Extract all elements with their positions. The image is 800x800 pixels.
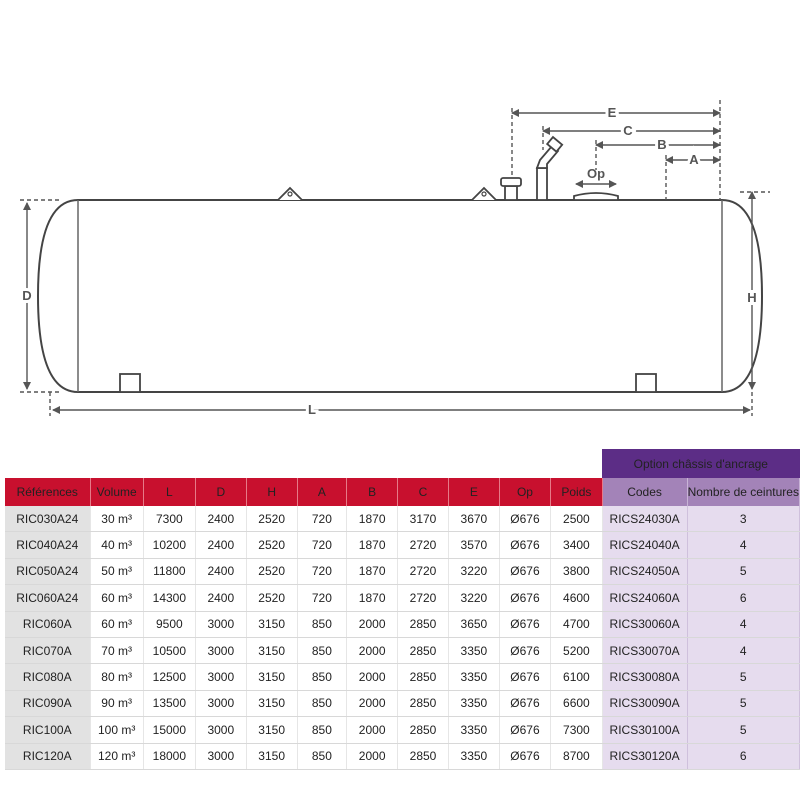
header-e: E — [448, 478, 499, 506]
cell-h: 3150 — [246, 637, 297, 663]
lifting-lug-left — [278, 188, 302, 200]
cell-op: Ø676 — [499, 585, 550, 611]
label-b: B — [657, 137, 667, 152]
cell-reference: RIC080A — [5, 664, 90, 690]
cell-poids: 3800 — [551, 558, 602, 584]
cell-d: 3000 — [195, 611, 246, 637]
header-h: H — [246, 478, 297, 506]
cell-d: 3000 — [195, 637, 246, 663]
cell-d: 2400 — [195, 558, 246, 584]
cell-h: 2520 — [246, 532, 297, 558]
cell-b: 2000 — [347, 611, 398, 637]
label-l: L — [308, 402, 316, 417]
cell-reference: RIC060A24 — [5, 585, 90, 611]
cell-h: 3150 — [246, 690, 297, 716]
cell-e: 3350 — [448, 664, 499, 690]
cell-c: 2850 — [398, 637, 449, 663]
cell-ceintures: 3 — [687, 506, 799, 532]
cell-b: 1870 — [347, 585, 398, 611]
cell-ceintures: 6 — [687, 743, 799, 769]
cell-e: 3220 — [448, 585, 499, 611]
cell-h: 3150 — [246, 717, 297, 743]
option-title: Option châssis d'ancrage — [602, 449, 799, 478]
volume-unit: m³ — [118, 590, 132, 605]
cell-c: 2850 — [398, 743, 449, 769]
cell-poids: 2500 — [551, 506, 602, 532]
cell-h: 3150 — [246, 611, 297, 637]
cell-a: 850 — [297, 690, 347, 716]
volume-value: 40 — [101, 538, 115, 553]
table-row — [5, 558, 800, 584]
table-row — [5, 717, 800, 743]
table-row — [5, 664, 800, 690]
volume-value: 120 — [97, 749, 118, 764]
cell-h: 3150 — [246, 743, 297, 769]
volume-unit: m³ — [118, 670, 132, 685]
volume-unit: m³ — [118, 617, 132, 632]
cell-code: RICS30120A — [602, 743, 687, 769]
cell-e: 3220 — [448, 558, 499, 584]
cell-volume — [90, 637, 143, 663]
header-poids: Poids — [551, 478, 602, 506]
label-e: E — [607, 105, 617, 120]
volume-value: 50 — [101, 564, 115, 579]
cell-reference: RIC040A24 — [5, 532, 90, 558]
cell-op: Ø676 — [499, 611, 550, 637]
volume-value: 30 — [101, 511, 115, 526]
cell-b: 1870 — [347, 558, 398, 584]
cell-a: 850 — [297, 637, 347, 663]
cell-ceintures: 5 — [687, 664, 799, 690]
cell-code: RICS30060A — [602, 611, 687, 637]
cell-poids: 4600 — [551, 585, 602, 611]
cell-d: 3000 — [195, 664, 246, 690]
cell-l: 9500 — [143, 611, 195, 637]
cell-op: Ø676 — [499, 558, 550, 584]
cell-e: 3670 — [448, 506, 499, 532]
cell-code: RICS30100A — [602, 717, 687, 743]
cell-code: RICS30070A — [602, 637, 687, 663]
cell-a: 720 — [297, 558, 347, 584]
volume-value: 60 — [101, 590, 115, 605]
cell-c: 2720 — [398, 532, 449, 558]
cell-d: 3000 — [195, 690, 246, 716]
cell-volume — [90, 717, 143, 743]
header-op: Op — [499, 478, 550, 506]
cell-b: 1870 — [347, 532, 398, 558]
cell-ceintures: 5 — [687, 558, 799, 584]
table-row — [5, 585, 800, 611]
cell-poids: 8700 — [551, 743, 602, 769]
header-l: L — [143, 478, 195, 506]
cell-e: 3650 — [448, 611, 499, 637]
cell-poids: 7300 — [551, 717, 602, 743]
cell-op: Ø676 — [499, 690, 550, 716]
cell-op: Ø676 — [499, 506, 550, 532]
cell-e: 3570 — [448, 532, 499, 558]
volume-unit: m³ — [118, 538, 132, 553]
cell-op: Ø676 — [499, 637, 550, 663]
cell-reference: RIC050A24 — [5, 558, 90, 584]
cell-e: 3350 — [448, 743, 499, 769]
cell-a: 850 — [297, 664, 347, 690]
cell-ceintures: 6 — [687, 585, 799, 611]
cell-c: 3170 — [398, 506, 449, 532]
cell-b: 2000 — [347, 637, 398, 663]
volume-value: 100 — [97, 722, 118, 737]
volume-unit: m³ — [118, 696, 132, 711]
cell-h: 2520 — [246, 558, 297, 584]
cell-code: RICS24030A — [602, 506, 687, 532]
lifting-lug-right — [472, 188, 496, 200]
cell-l: 7300 — [143, 506, 195, 532]
volume-unit: m³ — [118, 511, 132, 526]
cell-ceintures: 4 — [687, 532, 799, 558]
cell-reference: RIC030A24 — [5, 506, 90, 532]
cell-h: 2520 — [246, 506, 297, 532]
cell-c: 2850 — [398, 717, 449, 743]
cell-poids: 6600 — [551, 690, 602, 716]
label-c: C — [623, 123, 633, 138]
cell-op: Ø676 — [499, 532, 550, 558]
header-ceintures: Nombre de ceintures — [687, 478, 799, 506]
header-d: D — [195, 478, 246, 506]
cell-a: 720 — [297, 506, 347, 532]
cell-volume — [90, 585, 143, 611]
header-a: A — [297, 478, 347, 506]
cell-a: 850 — [297, 717, 347, 743]
cell-op: Ø676 — [499, 664, 550, 690]
table-row — [5, 743, 800, 769]
cell-volume — [90, 532, 143, 558]
cell-reference: RIC070A — [5, 637, 90, 663]
label-a: A — [689, 152, 699, 167]
cell-reference: RIC090A — [5, 690, 90, 716]
header-volume: Volume — [90, 478, 143, 506]
cell-c: 2720 — [398, 585, 449, 611]
option-title-row — [5, 449, 800, 478]
volume-value: 60 — [101, 617, 115, 632]
table-row — [5, 611, 800, 637]
cell-a: 720 — [297, 585, 347, 611]
cell-c: 2850 — [398, 611, 449, 637]
cell-b: 1870 — [347, 506, 398, 532]
cell-volume — [90, 690, 143, 716]
cell-code: RICS30090A — [602, 690, 687, 716]
base-support-left — [120, 374, 140, 392]
volume-value: 90 — [101, 696, 115, 711]
cell-e: 3350 — [448, 690, 499, 716]
cell-b: 2000 — [347, 743, 398, 769]
cell-l: 10500 — [143, 637, 195, 663]
cell-code: RICS24040A — [602, 532, 687, 558]
cell-e: 3350 — [448, 717, 499, 743]
cell-d: 2400 — [195, 585, 246, 611]
cell-poids: 4700 — [551, 611, 602, 637]
cell-a: 850 — [297, 743, 347, 769]
cell-ceintures: 4 — [687, 611, 799, 637]
cell-reference: RIC120A — [5, 743, 90, 769]
cell-reference: RIC060A — [5, 611, 90, 637]
cell-ceintures: 5 — [687, 690, 799, 716]
cell-l: 15000 — [143, 717, 195, 743]
cell-code: RICS30080A — [602, 664, 687, 690]
vent-pipe — [501, 178, 521, 200]
cell-volume — [90, 558, 143, 584]
volume-unit: m³ — [121, 749, 136, 764]
cell-poids: 6100 — [551, 664, 602, 690]
label-op: Op — [586, 166, 606, 181]
cell-b: 2000 — [347, 717, 398, 743]
table-row — [5, 690, 800, 716]
tank-body — [38, 200, 762, 392]
specification-table — [5, 449, 800, 770]
cell-d: 2400 — [195, 532, 246, 558]
cell-l: 10200 — [143, 532, 195, 558]
volume-unit: m³ — [121, 722, 136, 737]
header-codes: Codes — [602, 478, 687, 506]
cell-h: 2520 — [246, 585, 297, 611]
cell-volume — [90, 506, 143, 532]
cell-a: 720 — [297, 532, 347, 558]
cell-c: 2850 — [398, 664, 449, 690]
cell-poids: 5200 — [551, 637, 602, 663]
cell-d: 2400 — [195, 506, 246, 532]
cell-d: 3000 — [195, 717, 246, 743]
cell-c: 2850 — [398, 690, 449, 716]
header-b: B — [347, 478, 398, 506]
volume-unit: m³ — [118, 643, 132, 658]
volume-unit: m³ — [118, 564, 132, 579]
table-row — [5, 532, 800, 558]
cell-volume — [90, 743, 143, 769]
cell-e: 3350 — [448, 637, 499, 663]
fill-pipe — [537, 137, 562, 200]
cell-b: 2000 — [347, 664, 398, 690]
cell-c: 2720 — [398, 558, 449, 584]
cell-code: RICS24060A — [602, 585, 687, 611]
header-c: C — [398, 478, 449, 506]
label-d: D — [22, 288, 32, 303]
base-support-right — [636, 374, 656, 392]
cell-l: 12500 — [143, 664, 195, 690]
cell-volume — [90, 664, 143, 690]
cell-volume — [90, 611, 143, 637]
table-row — [5, 637, 800, 663]
cell-reference: RIC100A — [5, 717, 90, 743]
cell-l: 13500 — [143, 690, 195, 716]
cell-poids: 3400 — [551, 532, 602, 558]
cell-l: 18000 — [143, 743, 195, 769]
cell-ceintures: 5 — [687, 717, 799, 743]
cell-h: 3150 — [246, 664, 297, 690]
label-h: H — [747, 290, 757, 305]
volume-value: 80 — [101, 670, 115, 685]
cell-a: 850 — [297, 611, 347, 637]
cell-l: 11800 — [143, 558, 195, 584]
volume-value: 70 — [101, 643, 115, 658]
cell-ceintures: 4 — [687, 637, 799, 663]
cell-l: 14300 — [143, 585, 195, 611]
header-row — [5, 478, 800, 506]
cell-code: RICS24050A — [602, 558, 687, 584]
cell-d: 3000 — [195, 743, 246, 769]
manhole — [574, 193, 618, 200]
table-row — [5, 506, 800, 532]
cell-b: 2000 — [347, 690, 398, 716]
cell-op: Ø676 — [499, 717, 550, 743]
header-references: Références — [5, 478, 90, 506]
cell-op: Ø676 — [499, 743, 550, 769]
